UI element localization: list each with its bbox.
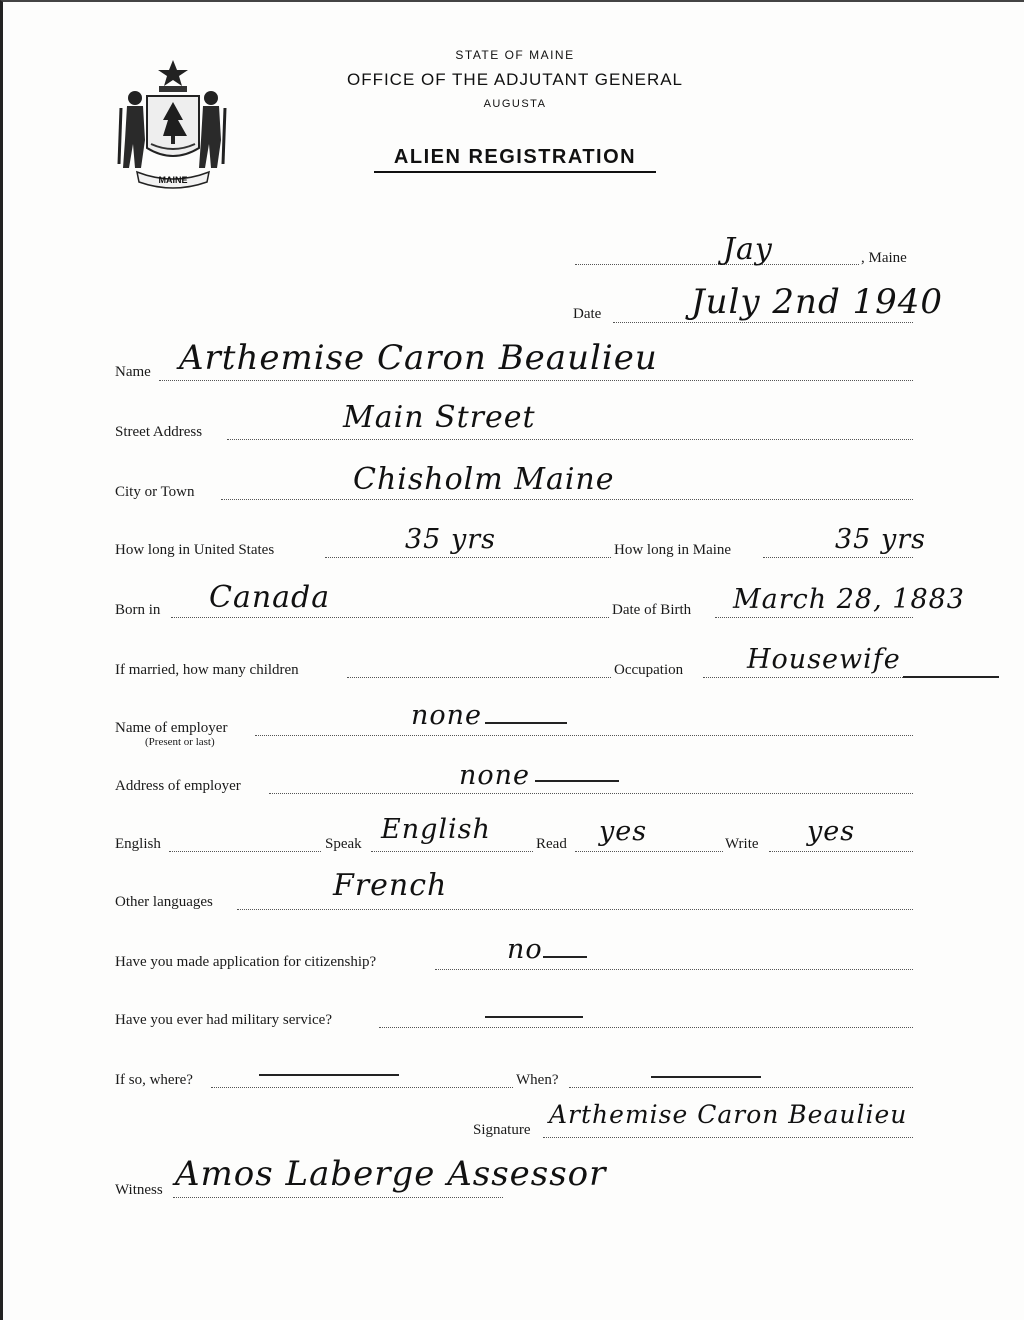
born-in-line xyxy=(171,617,609,618)
dob-label: Date of Birth xyxy=(612,602,692,618)
city-line xyxy=(221,499,913,500)
header-city: AUGUSTA xyxy=(483,98,547,110)
occupation-line xyxy=(703,677,913,678)
town-line xyxy=(575,264,859,265)
children-label: If married, how many children xyxy=(115,662,299,678)
how-long-us-label: How long in United States xyxy=(115,542,275,558)
military-line xyxy=(379,1027,913,1028)
city-label: City or Town xyxy=(115,484,195,500)
when-line xyxy=(569,1087,913,1088)
when-label: When? xyxy=(516,1072,559,1088)
when-stroke xyxy=(651,1076,761,1078)
where-label: If so, where? xyxy=(115,1072,193,1088)
witness-entry[interactable]: Amos Laberge Assessor xyxy=(175,1154,607,1194)
employer-stroke xyxy=(485,722,567,724)
employer-sub-label: (Present or last) xyxy=(145,736,215,748)
english-line xyxy=(169,851,321,852)
city-entry[interactable]: Chisholm Maine xyxy=(353,462,615,497)
speak-line xyxy=(371,851,533,852)
where-line xyxy=(211,1087,513,1088)
read-line xyxy=(575,851,723,852)
occupation-entry[interactable]: Housewife xyxy=(747,644,901,675)
employer-address-line xyxy=(269,793,913,794)
name-line xyxy=(159,380,913,381)
header-state: STATE OF MAINE xyxy=(455,48,575,62)
title-underline xyxy=(374,171,656,173)
born-in-entry[interactable]: Canada xyxy=(209,580,331,615)
citizenship-stroke xyxy=(543,956,587,958)
occupation-label: Occupation xyxy=(614,662,684,678)
children-line xyxy=(347,677,611,678)
employer-line xyxy=(255,735,913,736)
citizenship-entry[interactable]: no xyxy=(507,934,543,965)
header-office: OFFICE OF THE ADJUTANT GENERAL xyxy=(346,70,684,89)
witness-label: Witness xyxy=(115,1182,163,1198)
town-entry[interactable]: Jay xyxy=(723,232,773,267)
name-label: Name xyxy=(115,364,151,380)
write-line xyxy=(769,851,913,852)
dob-entry[interactable]: March 28, 1883 xyxy=(733,584,965,615)
street-line xyxy=(227,439,913,440)
read-entry[interactable]: yes xyxy=(599,816,648,847)
maine-label: , Maine xyxy=(861,250,907,266)
employer-label: Name of employer xyxy=(115,720,228,736)
street-entry[interactable]: Main Street xyxy=(343,400,536,435)
speak-label: Speak xyxy=(325,836,362,852)
dob-line xyxy=(715,617,913,618)
citizenship-label: Have you made application for citizenship? xyxy=(115,954,377,970)
occupation-stroke xyxy=(903,676,999,678)
name-entry[interactable]: Arthemise Caron Beaulieu xyxy=(179,338,658,378)
other-languages-line xyxy=(237,909,913,910)
signature-line xyxy=(543,1137,913,1138)
employer-address-label: Address of employer xyxy=(115,778,241,794)
signature-entry[interactable]: Arthemise Caron Beaulieu xyxy=(549,1100,908,1129)
write-label: Write xyxy=(725,836,759,852)
military-label: Have you ever had military service? xyxy=(115,1012,332,1028)
how-long-maine-label: How long in Maine xyxy=(614,542,732,558)
english-label: English xyxy=(115,836,161,852)
date-label: Date xyxy=(573,306,602,322)
witness-line xyxy=(173,1197,503,1198)
how-long-us-entry[interactable]: 35 yrs xyxy=(405,524,496,555)
street-label: Street Address xyxy=(115,424,203,440)
employer-address-entry[interactable]: none xyxy=(459,760,531,791)
speak-entry[interactable]: English xyxy=(381,814,491,845)
how-long-us-line xyxy=(325,557,611,558)
signature-label: Signature xyxy=(473,1122,531,1138)
how-long-maine-line xyxy=(763,557,913,558)
write-entry[interactable]: yes xyxy=(807,816,856,847)
date-entry[interactable]: July 2nd 1940 xyxy=(691,282,944,322)
citizenship-line xyxy=(435,969,913,970)
employer-address-stroke xyxy=(535,780,619,782)
where-stroke xyxy=(259,1074,399,1076)
military-stroke xyxy=(485,1016,583,1018)
seal-motto: MAINE xyxy=(158,175,188,185)
read-label: Read xyxy=(536,836,567,852)
other-languages-label: Other languages xyxy=(115,894,213,910)
how-long-maine-entry[interactable]: 35 yrs xyxy=(835,524,926,555)
born-in-label: Born in xyxy=(115,602,161,618)
form-title: ALIEN REGISTRATION xyxy=(393,146,637,168)
other-languages-entry[interactable]: French xyxy=(333,868,448,903)
date-line xyxy=(613,322,913,323)
employer-entry[interactable]: none xyxy=(411,700,483,731)
